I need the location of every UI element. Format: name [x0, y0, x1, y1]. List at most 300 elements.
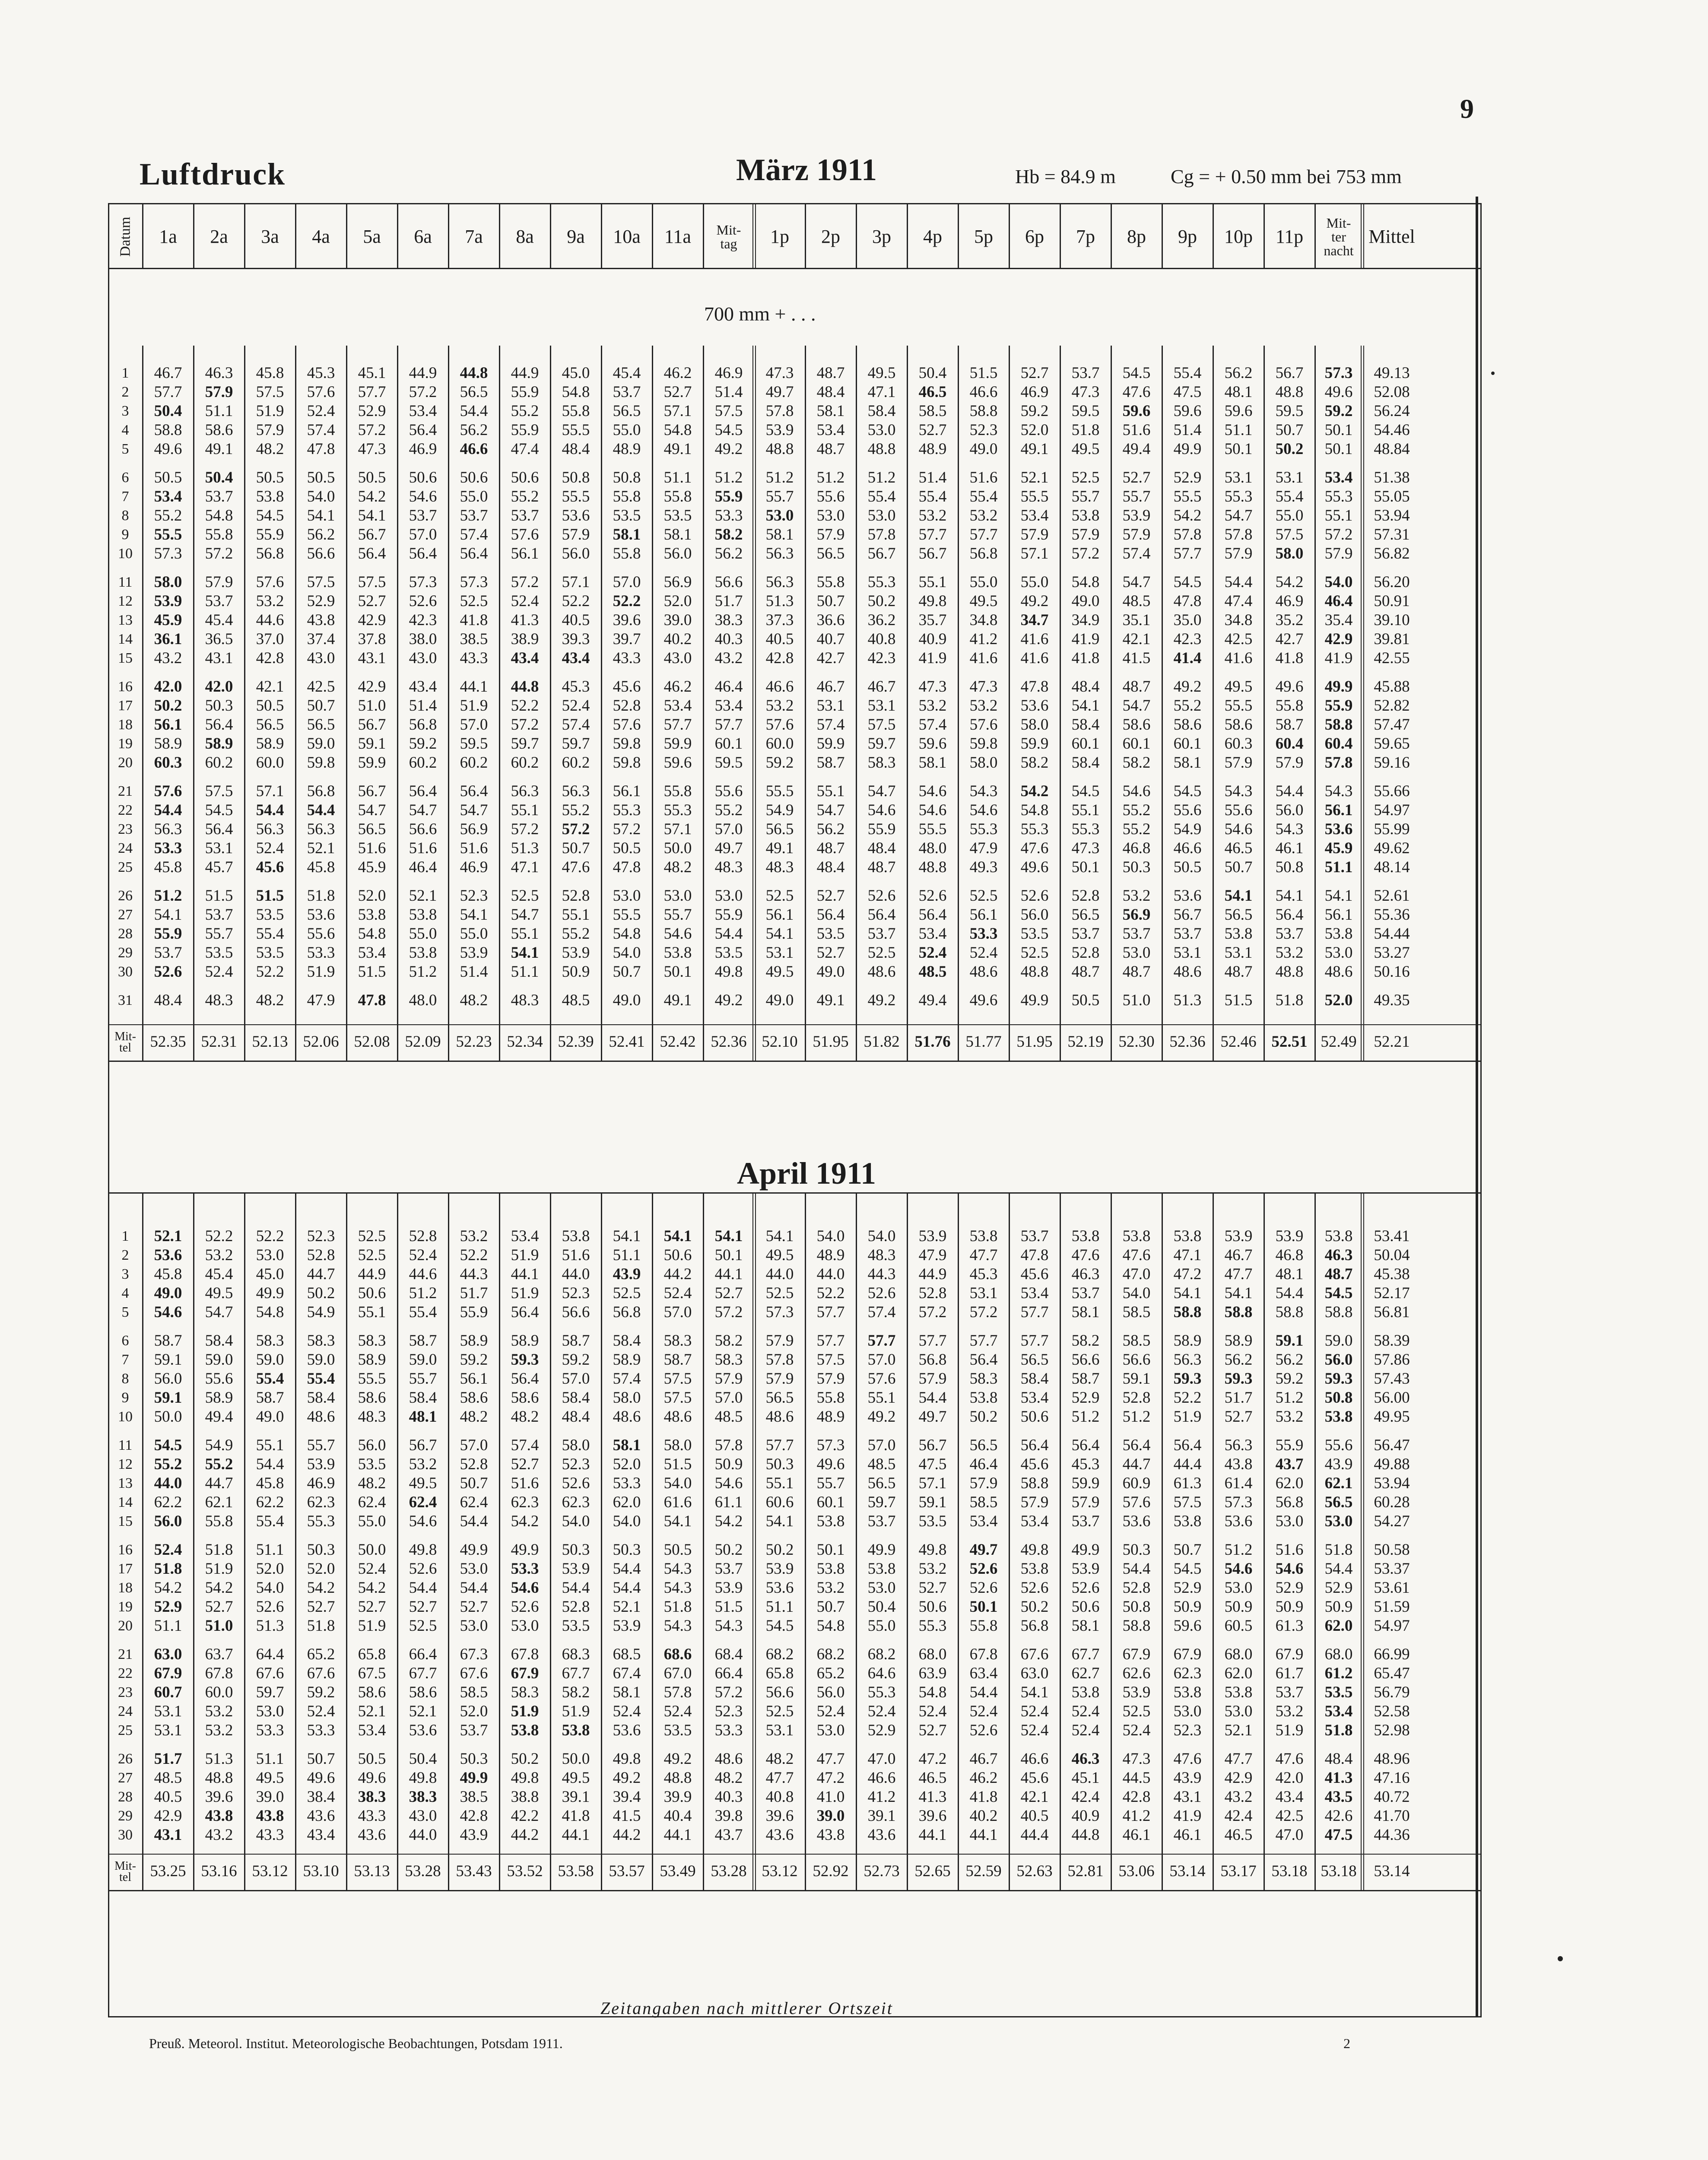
hourly-value-cell: 53.3 [613, 1474, 641, 1492]
hourly-value-cell: 56.2 [714, 545, 743, 562]
hourly-value-cell: 39.0 [816, 1807, 845, 1825]
column-rule [397, 346, 398, 1061]
day-cell: 15 [118, 1513, 133, 1529]
mean-cell: 52.06 [303, 1033, 339, 1051]
hourly-value-cell: 57.5 [1275, 526, 1304, 543]
ink-speck [1491, 372, 1495, 375]
hourly-value-cell: 58.3 [358, 1332, 386, 1350]
hourly-value-cell: 52.9 [1324, 1579, 1353, 1597]
hourly-value-cell: 58.7 [562, 1332, 590, 1350]
hourly-value-cell: 58.8 [969, 402, 998, 420]
hourly-value-cell: 49.0 [969, 440, 998, 458]
hourly-value-cell: 53.4 [358, 1722, 386, 1739]
hourly-value-cell: 57.2 [714, 1684, 743, 1701]
daily-mean-cell: 49.95 [1374, 1408, 1410, 1426]
hourly-value-cell: 58.9 [511, 1332, 539, 1350]
daily-mean-cell: 53.27 [1374, 944, 1410, 962]
hourly-value-cell: 52.3 [1173, 1722, 1202, 1739]
mean-cell: 53.28 [711, 1862, 747, 1880]
hourly-value-cell: 54.6 [409, 1512, 437, 1530]
hourly-value-cell: 57.5 [256, 383, 284, 401]
hourly-value-cell: 48.9 [613, 440, 641, 458]
daily-mean-cell: 49.35 [1374, 991, 1410, 1009]
hourly-value-cell: 47.2 [918, 1750, 947, 1768]
hourly-value-cell: 49.5 [1071, 440, 1100, 458]
mean-cell: 52.31 [201, 1033, 237, 1051]
hourly-value-cell: 59.1 [358, 735, 386, 753]
hourly-value-cell: 54.1 [1020, 1684, 1049, 1701]
hourly-value-cell: 55.3 [867, 573, 896, 591]
hourly-value-cell: 56.6 [765, 1684, 794, 1701]
daily-mean-cell: 56.00 [1374, 1389, 1410, 1407]
hourly-value-cell: 57.1 [918, 1474, 947, 1492]
hourly-value-cell: 48.2 [358, 1474, 386, 1492]
column-rule [856, 204, 857, 268]
hourly-value-cell: 43.4 [307, 1826, 335, 1844]
hourly-value-cell: 56.4 [1275, 906, 1304, 924]
hourly-value-cell: 50.5 [307, 469, 335, 486]
hourly-value-cell: 55.6 [1173, 801, 1202, 819]
hourly-value-cell: 50.8 [1324, 1389, 1353, 1407]
hourly-value-cell: 51.1 [256, 1750, 284, 1768]
hourly-value-cell: 64.6 [867, 1664, 896, 1682]
day-cell: 19 [118, 1599, 133, 1615]
hourly-value-cell: 55.2 [154, 507, 182, 524]
hourly-value-cell: 50.5 [1173, 858, 1202, 876]
hourly-value-cell: 53.4 [358, 944, 386, 962]
day-cell: 24 [118, 1703, 133, 1719]
hourly-value-cell: 51.1 [511, 963, 539, 981]
hourly-value-cell: 57.9 [1020, 1493, 1049, 1511]
hourly-value-cell: 49.5 [765, 963, 794, 981]
hourly-value-cell: 40.5 [1020, 1807, 1049, 1825]
hourly-value-cell: 52.4 [1122, 1722, 1151, 1739]
hourly-value-cell: 57.0 [460, 1436, 488, 1454]
hourly-value-cell: 49.2 [867, 1408, 896, 1426]
hourly-value-cell: 67.5 [358, 1664, 386, 1682]
hourly-value-cell: 53.6 [613, 1722, 641, 1739]
hourly-value-cell: 59.7 [867, 735, 896, 753]
hourly-value-cell: 55.9 [511, 421, 539, 439]
hourly-value-cell: 46.3 [205, 364, 233, 382]
hourly-value-cell: 52.2 [816, 1284, 845, 1302]
hourly-value-cell: 55.1 [867, 1389, 896, 1407]
hourly-value-cell: 56.0 [562, 545, 590, 562]
column-rule [1111, 346, 1112, 1061]
mean-cell: 52.49 [1321, 1033, 1357, 1051]
hourly-value-cell: 46.2 [664, 364, 692, 382]
mean-cell: 53.14 [1374, 1862, 1410, 1880]
hourly-value-cell: 56.1 [969, 906, 998, 924]
hourly-value-cell: 65.8 [765, 1664, 794, 1682]
daily-mean-cell: 53.94 [1374, 1474, 1410, 1492]
hourly-value-cell: 54.1 [714, 1227, 743, 1245]
hourly-value-cell: 52.8 [562, 1598, 590, 1616]
hourly-value-cell: 52.0 [613, 1455, 641, 1473]
hourly-value-cell: 59.8 [613, 754, 641, 772]
mean-cell: 53.43 [456, 1862, 492, 1880]
day-cell: 18 [118, 1580, 133, 1596]
hourly-value-cell: 54.9 [765, 801, 794, 819]
hourly-value-cell: 54.2 [307, 1579, 335, 1597]
hourly-value-cell: 40.3 [714, 1788, 743, 1806]
hourly-value-cell: 59.6 [1224, 402, 1253, 420]
hourly-value-cell: 57.6 [511, 526, 539, 543]
column-rule [1314, 1192, 1316, 1890]
hourly-value-cell: 53.7 [1071, 364, 1100, 382]
hourly-value-cell: 52.2 [460, 1246, 488, 1264]
column-rule [856, 1192, 857, 1890]
hourly-value-cell: 52.4 [562, 697, 590, 715]
table-row [108, 1301, 1482, 1324]
hourly-value-cell: 56.0 [1275, 801, 1304, 819]
hourly-value-cell: 53.7 [460, 507, 488, 524]
hourly-value-cell: 50.2 [154, 697, 182, 715]
hourly-value-cell: 57.5 [205, 782, 233, 800]
hourly-value-cell: 58.4 [205, 1332, 233, 1350]
hourly-value-cell: 48.0 [918, 839, 947, 857]
hourly-value-cell: 57.7 [969, 1332, 998, 1350]
hourly-value-cell: 48.5 [918, 963, 947, 981]
column-rule [397, 204, 398, 268]
hourly-value-cell: 48.5 [562, 991, 590, 1009]
hourly-value-cell: 59.9 [664, 735, 692, 753]
hourly-value-cell: 51.8 [307, 887, 335, 905]
column-rule [907, 1192, 908, 1890]
hourly-value-cell: 53.1 [1275, 469, 1304, 486]
hourly-value-cell: 59.7 [256, 1684, 284, 1701]
day-cell: 22 [118, 802, 133, 818]
hourly-value-cell: 42.4 [1071, 1788, 1100, 1806]
hourly-value-cell: 59.0 [307, 735, 335, 753]
hourly-value-cell: 48.6 [969, 963, 998, 981]
hourly-value-cell: 43.8 [307, 611, 335, 629]
day-cell: 21 [118, 783, 133, 799]
hourly-value-cell: 46.9 [1020, 383, 1049, 401]
hourly-value-cell: 42.7 [816, 649, 845, 667]
hourly-value-cell: 57.8 [765, 1351, 794, 1369]
hourly-value-cell: 53.8 [562, 1227, 590, 1245]
header-22: 10p [1224, 226, 1253, 247]
hourly-value-cell: 55.9 [256, 526, 284, 543]
hourly-value-cell: 57.4 [460, 526, 488, 543]
hourly-value-cell: 43.6 [358, 1826, 386, 1844]
header-12: Mit- tag [716, 222, 741, 251]
hourly-value-cell: 48.4 [154, 991, 182, 1009]
hourly-value-cell: 46.1 [1122, 1826, 1151, 1844]
hourly-value-cell: 50.5 [358, 1750, 386, 1768]
hourly-value-cell: 53.4 [1020, 507, 1049, 524]
hourly-value-cell: 53.9 [154, 592, 182, 610]
hourly-value-cell: 55.0 [1020, 573, 1049, 591]
hourly-value-cell: 58.3 [664, 1332, 692, 1350]
hourly-value-cell: 36.5 [205, 630, 233, 648]
column-rule [652, 204, 653, 268]
hourly-value-cell: 53.4 [918, 925, 947, 943]
hourly-value-cell: 55.4 [867, 488, 896, 505]
hourly-value-cell: 50.5 [664, 1541, 692, 1559]
hourly-value-cell: 51.0 [1122, 991, 1151, 1009]
hourly-value-cell: 55.3 [1224, 488, 1253, 505]
hourly-value-cell: 58.2 [714, 1332, 743, 1350]
daily-mean-cell: 41.70 [1374, 1807, 1410, 1825]
hourly-value-cell: 47.7 [1224, 1265, 1253, 1283]
hourly-value-cell: 50.7 [613, 963, 641, 981]
hourly-value-cell: 51.5 [205, 887, 233, 905]
hourly-value-cell: 40.3 [714, 630, 743, 648]
hourly-value-cell: 55.9 [511, 383, 539, 401]
hourly-value-cell: 52.6 [256, 1598, 284, 1616]
hourly-value-cell: 59.0 [1324, 1332, 1353, 1350]
daily-mean-cell: 53.61 [1374, 1579, 1410, 1597]
hourly-value-cell: 51.0 [358, 697, 386, 715]
hourly-value-cell: 51.9 [307, 963, 335, 981]
column-rule [244, 346, 245, 1061]
hourly-value-cell: 48.8 [1275, 383, 1304, 401]
hourly-value-cell: 46.6 [969, 383, 998, 401]
hourly-value-cell: 49.2 [714, 440, 743, 458]
mean-row [108, 1860, 1482, 1883]
hourly-value-cell: 41.6 [1020, 630, 1049, 648]
hourly-value-cell: 47.8 [1173, 592, 1202, 610]
hourly-value-cell: 51.9 [205, 1560, 233, 1578]
hourly-value-cell: 56.3 [1173, 1351, 1202, 1369]
hourly-value-cell: 52.1 [1224, 1722, 1253, 1739]
hourly-value-cell: 49.0 [154, 1284, 182, 1302]
hourly-value-cell: 43.0 [409, 1807, 437, 1825]
hourly-value-cell: 53.0 [1224, 1579, 1253, 1597]
column-rule [907, 204, 908, 268]
daily-mean-cell: 39.81 [1374, 630, 1410, 648]
column-rule [193, 346, 194, 1061]
hourly-value-cell: 46.6 [867, 1769, 896, 1787]
hourly-value-cell: 58.2 [562, 1684, 590, 1701]
hourly-value-cell: 42.9 [358, 678, 386, 696]
hourly-value-cell: 62.0 [1275, 1474, 1304, 1492]
hourly-value-cell: 38.8 [511, 1788, 539, 1806]
hourly-value-cell: 43.9 [1173, 1769, 1202, 1787]
header-6: 6a [414, 226, 432, 247]
hourly-value-cell: 56.5 [969, 1436, 998, 1454]
hourly-value-cell: 55.7 [205, 925, 233, 943]
section-title: Luftdruck [140, 157, 286, 191]
hourly-value-cell: 67.8 [511, 1645, 539, 1663]
hourly-value-cell: 51.5 [256, 887, 284, 905]
hourly-value-cell: 58.4 [613, 1332, 641, 1350]
hourly-value-cell: 48.5 [154, 1769, 182, 1787]
hourly-value-cell: 37.8 [358, 630, 386, 648]
hourly-value-cell: 52.4 [409, 1246, 437, 1264]
hourly-value-cell: 51.6 [511, 1474, 539, 1492]
hourly-value-cell: 53.0 [664, 887, 692, 905]
hourly-value-cell: 54.1 [307, 507, 335, 524]
day-cell: 30 [118, 1827, 133, 1843]
hourly-value-cell: 52.3 [714, 1703, 743, 1720]
hourly-value-cell: 43.1 [358, 649, 386, 667]
hourly-value-cell: 56.5 [867, 1474, 896, 1492]
daily-mean-cell: 54.44 [1374, 925, 1410, 943]
hourly-value-cell: 53.0 [1324, 944, 1353, 962]
hourly-value-cell: 47.6 [562, 858, 590, 876]
hourly-value-cell: 55.8 [205, 1512, 233, 1530]
hourly-value-cell: 49.8 [613, 1750, 641, 1768]
day-cell: 17 [118, 698, 133, 714]
header-8: 8a [516, 226, 534, 247]
hourly-value-cell: 58.3 [867, 754, 896, 772]
header-23: 11p [1275, 226, 1304, 247]
hourly-value-cell: 56.3 [765, 573, 794, 591]
hourly-value-cell: 54.4 [256, 1455, 284, 1473]
hourly-value-cell: 42.2 [511, 1807, 539, 1825]
hourly-value-cell: 42.1 [256, 678, 284, 696]
mean-cell: 52.10 [762, 1033, 798, 1051]
hourly-value-cell: 39.6 [613, 611, 641, 629]
hourly-value-cell: 43.1 [1173, 1788, 1202, 1806]
hourly-value-cell: 51.1 [154, 1617, 182, 1635]
hourly-value-cell: 54.4 [154, 801, 182, 819]
hourly-value-cell: 47.8 [307, 440, 335, 458]
daily-mean-cell: 40.72 [1374, 1788, 1410, 1806]
hourly-value-cell: 48.0 [409, 991, 437, 1009]
hourly-value-cell: 43.6 [867, 1826, 896, 1844]
hourly-value-cell: 50.8 [562, 469, 590, 486]
hourly-value-cell: 47.7 [1224, 1750, 1253, 1768]
hourly-value-cell: 55.8 [1275, 697, 1304, 715]
hourly-value-cell: 50.1 [1324, 440, 1353, 458]
mean-cell: 53.06 [1118, 1862, 1155, 1880]
hourly-value-cell: 41.4 [1173, 649, 1202, 667]
hourly-value-cell: 51.8 [1071, 421, 1100, 439]
hourly-value-cell: 50.1 [1224, 440, 1253, 458]
hourly-value-cell: 58.8 [1020, 1474, 1049, 1492]
hourly-value-cell: 53.8 [409, 906, 437, 924]
hourly-value-cell: 51.8 [307, 1617, 335, 1635]
hourly-value-cell: 53.0 [1275, 1512, 1304, 1530]
hourly-value-cell: 54.1 [1173, 1284, 1202, 1302]
hourly-value-cell: 39.9 [664, 1788, 692, 1806]
hourly-value-cell: 56.4 [409, 545, 437, 562]
hourly-value-cell: 52.9 [154, 1598, 182, 1616]
hourly-value-cell: 48.7 [1122, 678, 1151, 696]
hourly-value-cell: 48.4 [1324, 1750, 1353, 1768]
hourly-value-cell: 44.2 [511, 1826, 539, 1844]
hourly-value-cell: 57.8 [1173, 526, 1202, 543]
hourly-value-cell: 58.2 [1122, 754, 1151, 772]
hourly-value-cell: 53.7 [205, 906, 233, 924]
hourly-value-cell: 43.9 [613, 1265, 641, 1283]
hourly-value-cell: 60.9 [1122, 1474, 1151, 1492]
hourly-value-cell: 62.4 [460, 1493, 488, 1511]
hourly-value-cell: 57.3 [154, 545, 182, 562]
hourly-value-cell: 53.0 [460, 1617, 488, 1635]
column-rule [1314, 204, 1316, 268]
hourly-value-cell: 56.0 [816, 1684, 845, 1701]
hourly-value-cell: 43.8 [205, 1807, 233, 1825]
hourly-value-cell: 45.8 [256, 1474, 284, 1492]
hourly-value-cell: 44.0 [154, 1474, 182, 1492]
hourly-value-cell: 55.3 [918, 1617, 947, 1635]
hourly-value-cell: 46.9 [460, 858, 488, 876]
hourly-value-cell: 53.8 [256, 488, 284, 505]
horizontal-rule [108, 1192, 1482, 1194]
hourly-value-cell: 57.9 [1275, 754, 1304, 772]
hourly-value-cell: 53.3 [511, 1560, 539, 1578]
hourly-value-cell: 51.2 [1071, 1408, 1100, 1426]
hourly-value-cell: 58.9 [256, 735, 284, 753]
hourly-value-cell: 50.6 [409, 469, 437, 486]
hourly-value-cell: 51.4 [918, 469, 947, 486]
hourly-value-cell: 46.7 [816, 678, 845, 696]
hourly-value-cell: 57.6 [613, 716, 641, 734]
column-rule [550, 1192, 551, 1890]
hourly-value-cell: 53.7 [867, 925, 896, 943]
hourly-value-cell: 47.7 [765, 1769, 794, 1787]
hourly-value-cell: 56.7 [358, 716, 386, 734]
hourly-value-cell: 52.1 [409, 887, 437, 905]
hourly-value-cell: 56.0 [358, 1436, 386, 1454]
hourly-value-cell: 47.3 [969, 678, 998, 696]
hourly-value-cell: 46.3 [1324, 1246, 1353, 1264]
hourly-value-cell: 54.6 [511, 1579, 539, 1597]
hourly-value-cell: 49.4 [1122, 440, 1151, 458]
hourly-value-cell: 58.9 [358, 1351, 386, 1369]
hourly-value-cell: 54.2 [1275, 573, 1304, 591]
hourly-value-cell: 55.8 [664, 782, 692, 800]
hourly-value-cell: 54.1 [1275, 887, 1304, 905]
hourly-value-cell: 53.4 [409, 402, 437, 420]
hourly-value-cell: 52.7 [1020, 364, 1049, 382]
hourly-value-cell: 57.5 [1173, 1493, 1202, 1511]
column-rule [397, 1192, 398, 1890]
hourly-value-cell: 43.9 [460, 1826, 488, 1844]
hourly-value-cell: 58.4 [1071, 716, 1100, 734]
hourly-value-cell: 47.8 [358, 991, 386, 1009]
hourly-value-cell: 54.1 [460, 906, 488, 924]
hourly-value-cell: 53.6 [154, 1246, 182, 1264]
hourly-value-cell: 50.2 [511, 1750, 539, 1768]
hourly-value-cell: 49.5 [969, 592, 998, 610]
column-rule [1162, 346, 1163, 1061]
hourly-value-cell: 52.6 [154, 963, 182, 981]
hourly-value-cell: 51.4 [460, 963, 488, 981]
hourly-value-cell: 52.6 [1020, 1579, 1049, 1597]
hourly-value-cell: 53.2 [1122, 887, 1151, 905]
hourly-value-cell: 60.1 [1071, 735, 1100, 753]
column-rule [601, 1192, 602, 1890]
hourly-value-cell: 44.7 [307, 1265, 335, 1283]
hourly-value-cell: 59.7 [867, 1493, 896, 1511]
hourly-value-cell: 58.6 [409, 1684, 437, 1701]
hourly-value-cell: 58.1 [1173, 754, 1202, 772]
hourly-value-cell: 46.6 [765, 678, 794, 696]
hourly-value-cell: 52.6 [969, 1722, 998, 1739]
hourly-value-cell: 54.1 [1224, 887, 1253, 905]
hourly-value-cell: 43.2 [1224, 1788, 1253, 1806]
hourly-value-cell: 53.2 [918, 697, 947, 715]
hourly-value-cell: 51.9 [460, 697, 488, 715]
hourly-value-cell: 55.2 [511, 402, 539, 420]
hourly-value-cell: 45.0 [562, 364, 590, 382]
mean-cell: 52.13 [252, 1033, 288, 1051]
mean-cell: 51.95 [1016, 1033, 1053, 1051]
mean-cell: 53.10 [303, 1862, 339, 1880]
hourly-value-cell: 58.1 [613, 1684, 641, 1701]
hourly-value-cell: 53.3 [969, 925, 998, 943]
hourly-value-cell: 50.9 [1224, 1598, 1253, 1616]
hourly-value-cell: 50.6 [1020, 1408, 1049, 1426]
hourly-value-cell: 54.4 [562, 1579, 590, 1597]
hourly-value-cell: 48.4 [816, 858, 845, 876]
